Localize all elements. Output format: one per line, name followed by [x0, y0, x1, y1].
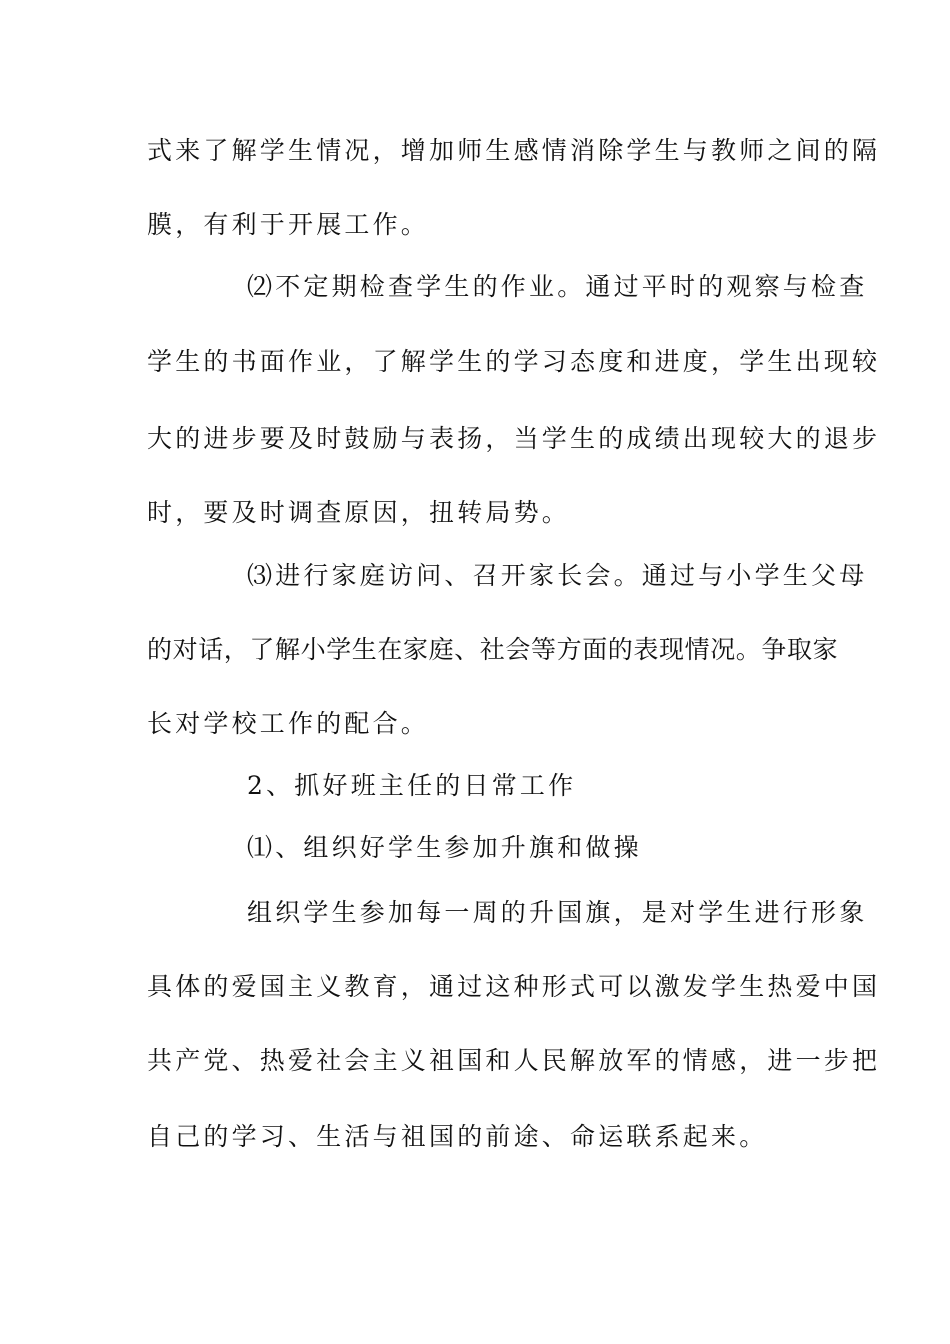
text-line-8: 的对话，了解小学生在家庭、社会等方面的表现情况。争取家: [147, 635, 839, 664]
text-line-1: 式来了解学生情况，增加师生感情消除学生与教师之间的隔: [147, 136, 881, 165]
text-line-15: 自己的学习、生活与祖国的前途、命运联系起来。: [147, 1122, 768, 1151]
text-line-2: 膜，有利于开展工作。: [147, 210, 430, 239]
text-line-4: 学生的书面作业，了解学生的学习态度和进度，学生出现较: [147, 347, 881, 376]
text-line-7: ⑶进行家庭访问、召开家长会。通过与小学生父母: [247, 561, 868, 590]
text-line-10: 2、抓好班主任的日常工作: [247, 771, 577, 800]
text-line-13: 具体的爱国主义教育，通过这种形式可以激发学生热爱中国: [147, 972, 881, 1001]
text-line-12: 组织学生参加每一周的升国旗，是对学生进行形象: [247, 898, 868, 927]
text-line-5: 大的进步要及时鼓励与表扬，当学生的成绩出现较大的退步: [147, 424, 881, 453]
text-line-6: 时，要及时调查原因，扭转局势。: [147, 498, 571, 527]
text-line-9: 长对学校工作的配合。: [147, 709, 430, 738]
text-line-11: ⑴、组织好学生参加升旗和做操: [247, 833, 642, 862]
text-line-14: 共产党、热爱社会主义祖国和人民解放军的情感，进一步把: [147, 1046, 881, 1075]
text-line-3: ⑵不定期检查学生的作业。通过平时的观察与检查: [247, 272, 868, 301]
